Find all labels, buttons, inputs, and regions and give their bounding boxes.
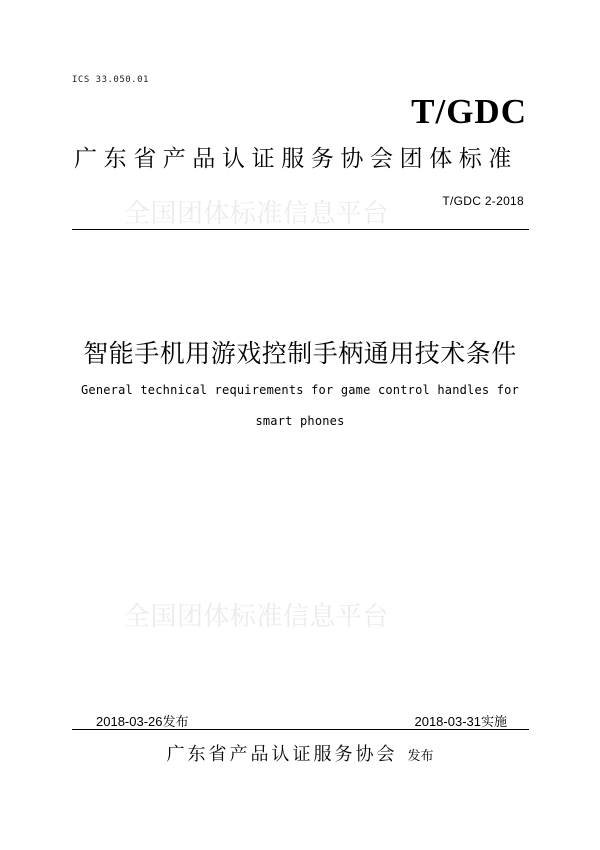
organization-standard-heading: 广东省产品认证服务协会团体标准 bbox=[74, 146, 518, 172]
issue-date: 2018-03-26 bbox=[96, 714, 163, 729]
standard-number: T/GDC 2-2018 bbox=[442, 194, 524, 208]
document-title-english-line1: General technical requirements for game control handles for bbox=[80, 383, 520, 397]
footer-divider bbox=[72, 729, 529, 730]
issue-label: 发布 bbox=[162, 714, 189, 729]
publisher-name: 广东省产品认证服务协会 bbox=[166, 744, 398, 765]
implementation-date: 2018-03-31 bbox=[414, 714, 481, 729]
watermark-middle: 全国团体标准信息平台 bbox=[124, 602, 390, 632]
document-title-chinese: 智能手机用游戏控制手柄通用技术条件 bbox=[83, 339, 517, 368]
implementation-label: 实施 bbox=[480, 714, 507, 729]
standard-brand-mark: T/GDC bbox=[411, 92, 527, 131]
header-divider bbox=[72, 229, 529, 230]
publisher-line bbox=[0, 740, 600, 766]
implementation-date-block bbox=[414, 711, 507, 730]
watermark-top: 全国团体标准信息平台 bbox=[124, 199, 390, 229]
issue-date-block bbox=[96, 711, 189, 730]
ics-code: ICS 33.050.01 bbox=[72, 75, 149, 85]
document-title-english-line2: smart phones bbox=[255, 414, 345, 428]
publish-label: 发布 bbox=[407, 749, 434, 764]
